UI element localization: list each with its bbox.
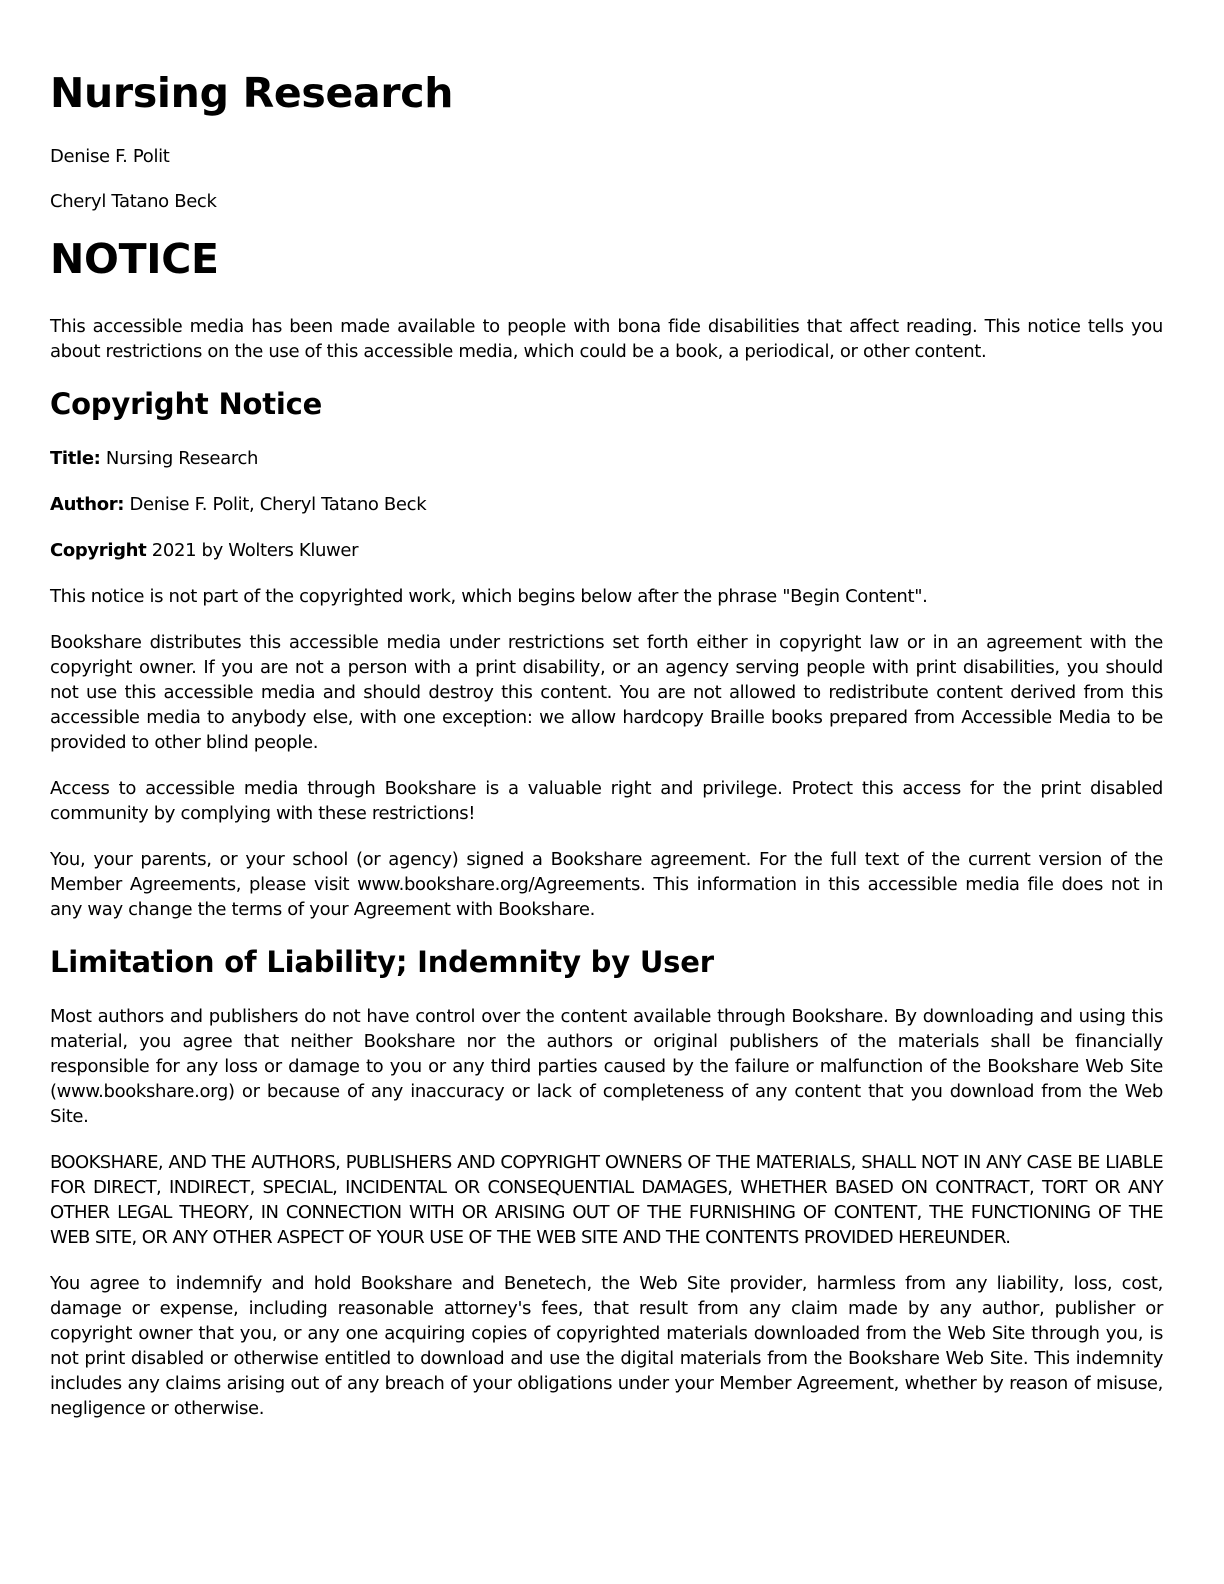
copyright-field (50, 538, 1163, 563)
book-title: Nursing Research (50, 69, 454, 117)
title-field (50, 446, 1163, 471)
author-line-2: Cheryl Tatano Beck (50, 191, 217, 212)
copyright-label: Copyright (50, 540, 147, 561)
copyright-paragraph: Access to accessible media through Bookshare is a valuable right and privilege. Protect this access for the print disabled community by complying with these restrictions! (50, 778, 1163, 824)
author-field (50, 492, 1163, 517)
author-line-1: Denise F. Polit (50, 146, 170, 167)
indemnity-paragraph: You agree to indemnify and hold Bookshare and Benetech, the Web Site provider, harmless from any liability, loss, cost, damage or expense, including reasonable attorney's fees, that result from any claim made by any author, publisher or copyright owner that you, or any one acquiring copies of copyrighted materials downloaded from the Web Site through you, is not print disabled or otherwise entitled to download and use the digital materials from the Bookshare Web Site. This indemnity includes any claims arising out of any breach of your obligations under your Member Agreement, whether by reason of misuse, negligence or otherwise. (50, 1273, 1163, 1419)
title-label: Title: (50, 448, 101, 469)
document-page (50, 62, 1163, 1421)
copyright-paragraph: Bookshare distributes this accessible media under restrictions set forth either in copyright law or in an agreement with the copyright owner. If you are not a person with a print disability, or an agency serving people with print disabilities, you should not use this accessible media and should destroy this content. You are not allowed to redistribute content derived from this accessible media to anybody else, with one exception: we allow hardcopy Braille books prepared from Accessible Media to be provided to other blind people. (50, 632, 1163, 753)
copyright-value: 2021 by Wolters Kluwer (146, 540, 359, 561)
liability-caps-paragraph: BOOKSHARE, AND THE AUTHORS, PUBLISHERS AND COPYRIGHT OWNERS OF THE MATERIALS, SHALL NOT IN ANY CASE BE LIABLE FOR DIRECT, INDIRECT, SPECIAL, INCIDENTAL OR CONSEQUENTIAL DAMAGES, WHETHER BASED ON CONTRACT, TORT OR ANY OTHER LEGAL THEORY, IN CONNECTION WITH OR ARISING OUT OF THE FURNISHING OF CONTENT, THE FUNCTIONING OF THE WEB SITE, OR ANY OTHER ASPECT OF YOUR USE OF THE WEB SITE AND THE CONTENTS PROVIDED HEREUNDER. (50, 1152, 1163, 1248)
liability-heading: Limitation of Liability; Indemnity by User (50, 945, 714, 979)
copyright-paragraph: You, your parents, or your school (or agency) signed a Bookshare agreement. For the full text of the current version of the Member Agreements, please visit www.bookshare.org/Agreements. This information in this accessible media file does not in any way change the terms of your Agreement with Bookshare. (50, 849, 1163, 920)
copyright-paragraph: This notice is not part of the copyrighted work, which begins below after the phrase "Begin Content". (50, 586, 928, 607)
author-label: Author: (50, 494, 125, 515)
notice-heading: NOTICE (50, 235, 219, 283)
notice-intro-paragraph: This accessible media has been made available to people with bona fide disabilities that affect reading. This notice tells you about restrictions on the use of this accessible media, which could be a book, a periodical, or other content. (50, 316, 1163, 362)
copyright-notice-heading: Copyright Notice (50, 387, 323, 421)
liability-paragraph: Most authors and publishers do not have control over the content available through Bookshare. By downloading and using this material, you agree that neither Bookshare nor the authors or original publishers of the materials shall be financially responsible for any loss or damage to you or any third parties caused by the failure or malfunction of the Bookshare Web Site (www.bookshare.org) or because of any inaccuracy or lack of completeness of any content that you download from the Web Site. (50, 1006, 1163, 1127)
author-value: Denise F. Polit, Cheryl Tatano Beck (124, 494, 427, 515)
title-value: Nursing Research (100, 448, 259, 469)
